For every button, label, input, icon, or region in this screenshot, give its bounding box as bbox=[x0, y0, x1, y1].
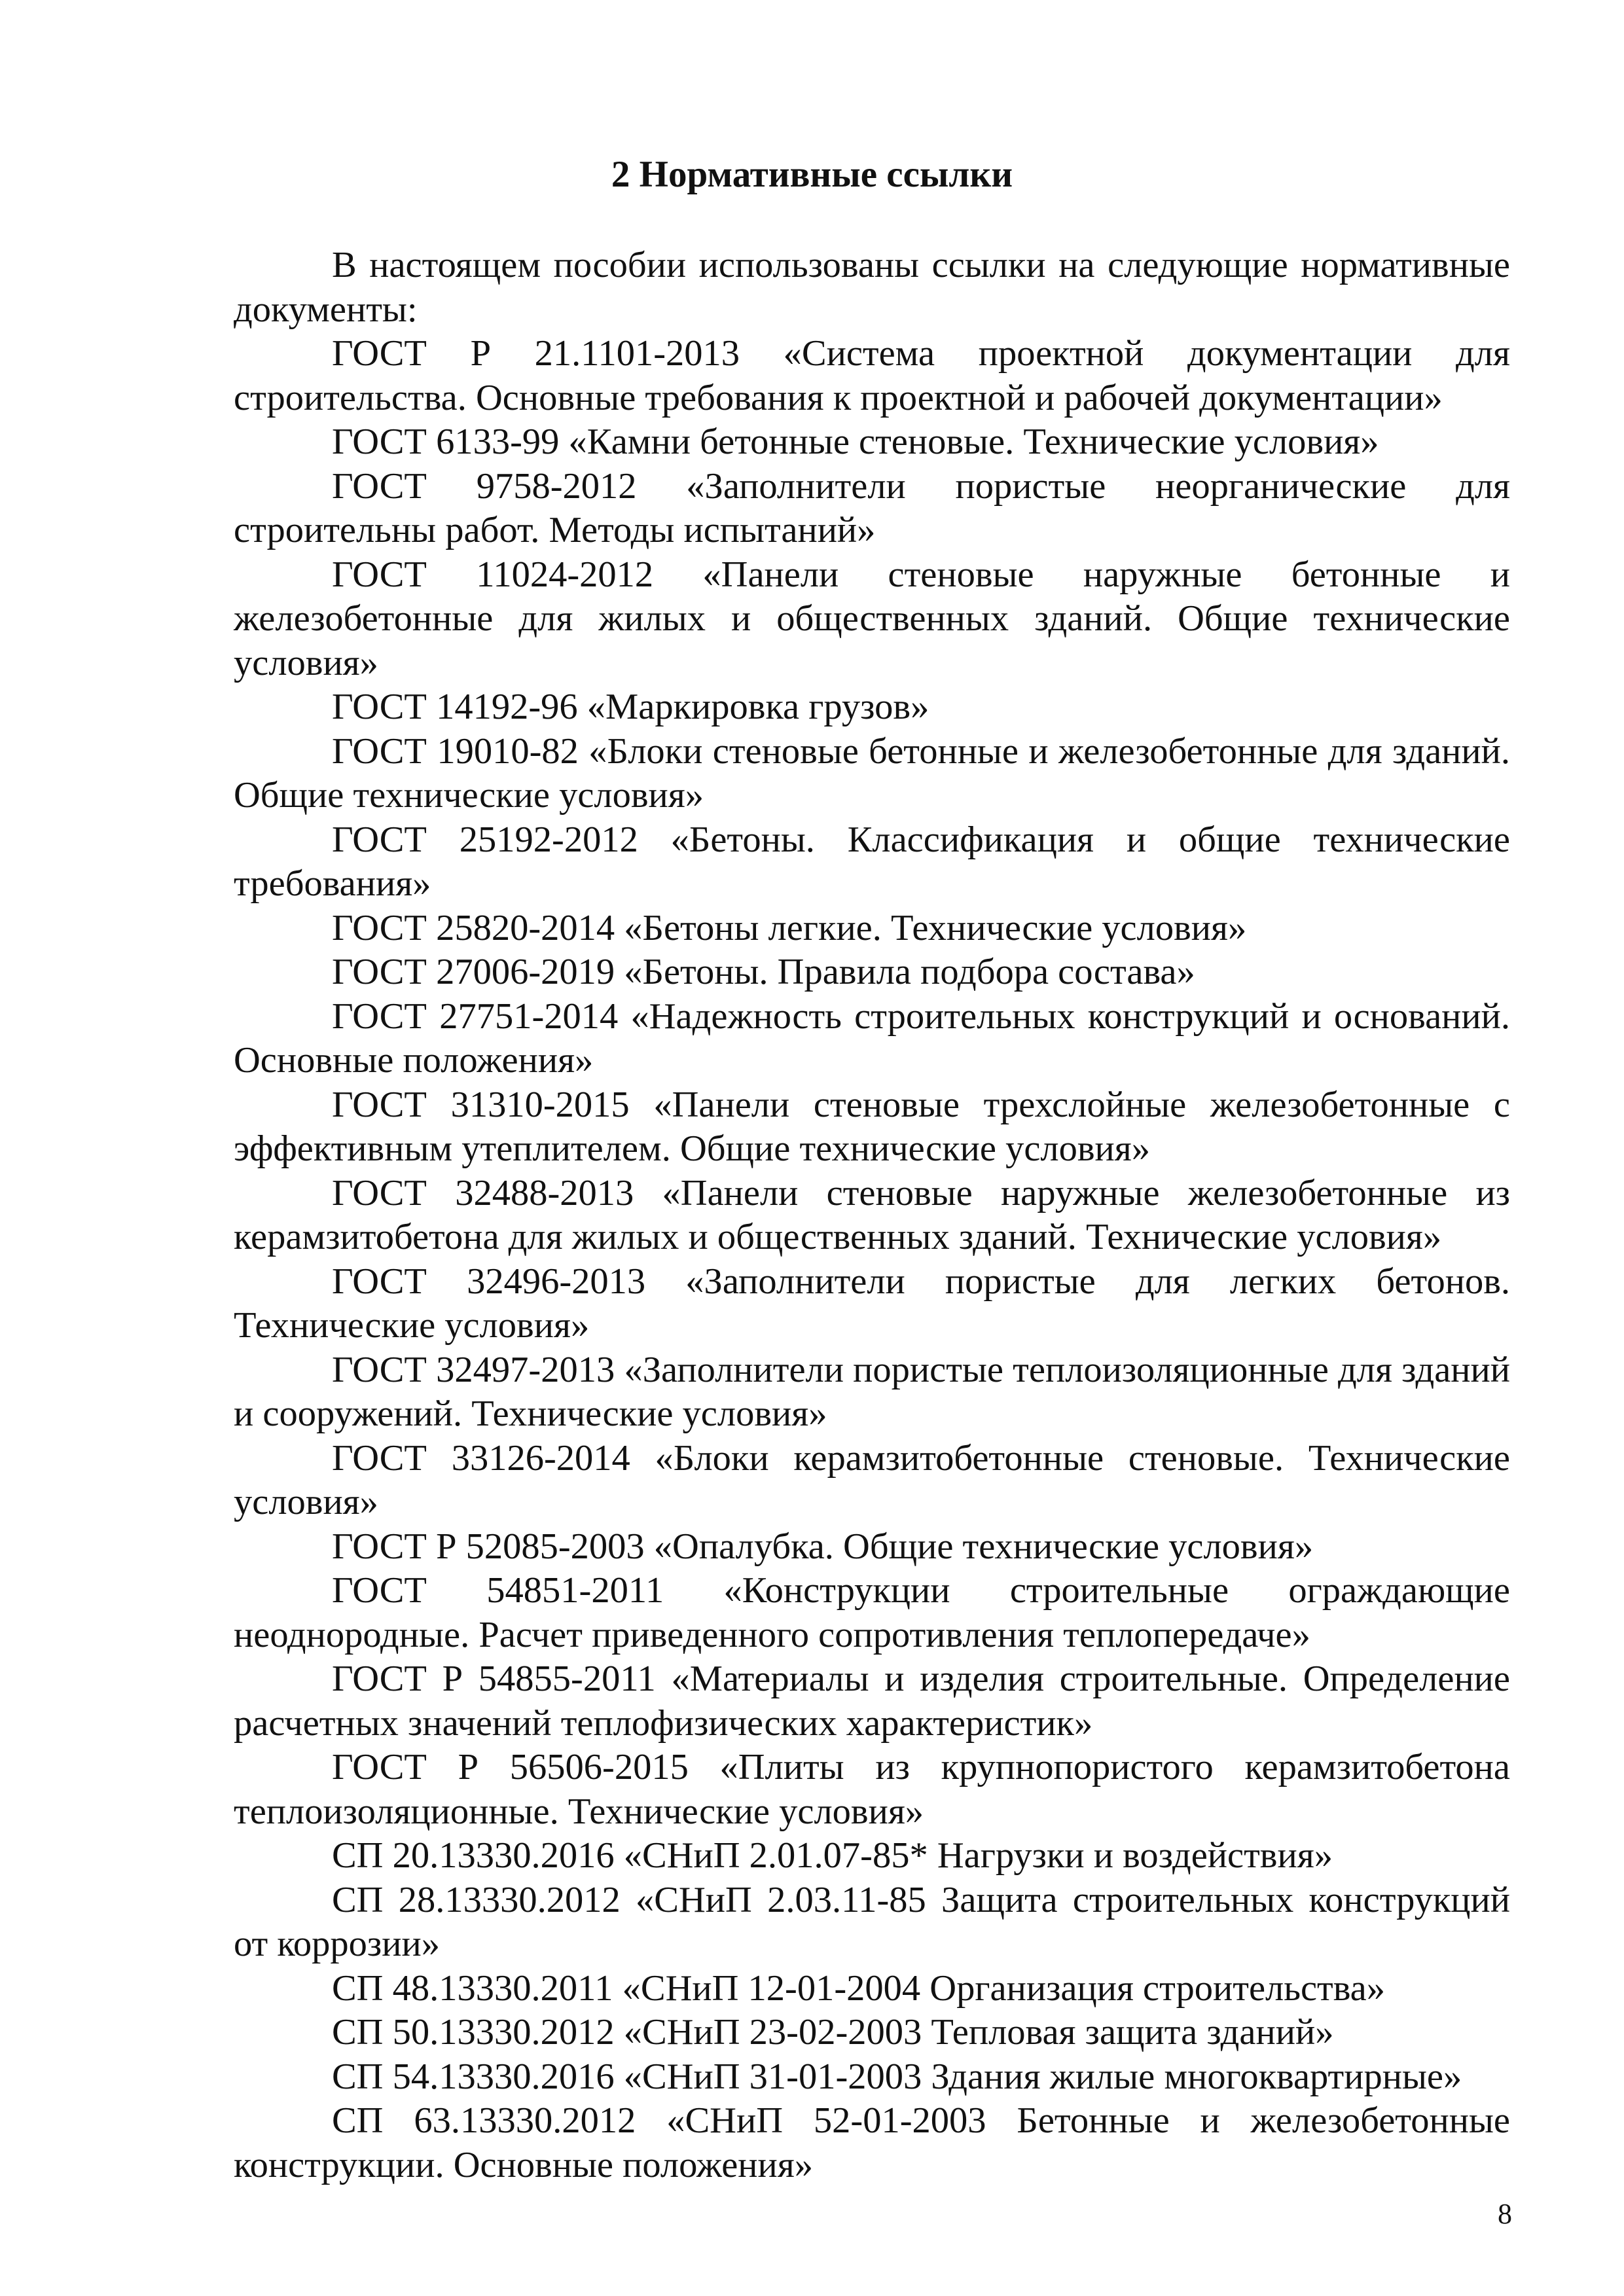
section-heading: 2 Нормативные ссылки bbox=[611, 154, 1013, 195]
reference-item: СП 50.13330.2012 «СНиП 23-02-2003 Тепловая защита зданий» bbox=[332, 2012, 1334, 2053]
reference-item: ГОСТ 19010-82 «Блоки стеновые бетонные и железобетонные для зданий. Общие технические условия» bbox=[234, 730, 1510, 816]
intro-paragraph: В настоящем пособии использованы ссылки на следующие нормативные документы: bbox=[234, 245, 1510, 330]
reference-item: ГОСТ Р 54855-2011 «Материалы и изделия строительные. Определение расчетных значений теплофизических характеристик» bbox=[234, 1659, 1510, 1744]
reference-item: ГОСТ 27006-2019 «Бетоны. Правила подбора состава» bbox=[332, 952, 1195, 992]
reference-item: СП 63.13330.2012 «СНиП 52-01-2003 Бетонные и железобетонные конструкции. Основные положения» bbox=[234, 2100, 1510, 2185]
reference-item: ГОСТ 32488-2013 «Панели стеновые наружные железобетонные из керамзитобетона для жилых и общественных зданий. Технические условия» bbox=[234, 1172, 1510, 1257]
reference-item: ГОСТ 32496-2013 «Заполнители пористые для легких бетонов. Технические условия» bbox=[234, 1261, 1510, 1346]
reference-item: СП 54.13330.2016 «СНиП 31-01-2003 Здания жилые многоквартирные» bbox=[332, 2056, 1462, 2097]
reference-item: ГОСТ 6133-99 «Камни бетонные стеновые. Технические условия» bbox=[332, 422, 1379, 462]
reference-item: ГОСТ 31310-2015 «Панели стеновые трехслойные железобетонные с эффективным утеплителем. Общие технические условия» bbox=[234, 1084, 1510, 1169]
reference-item: ГОСТ 14192-96 «Маркировка грузов» bbox=[332, 687, 929, 727]
references-list bbox=[234, 243, 1510, 2187]
reference-item: ГОСТ 9758-2012 «Заполнители пористые неорганические для строительны работ. Методы испытаний» bbox=[234, 465, 1510, 550]
reference-item: ГОСТ 33126-2014 «Блоки керамзитобетонные стеновые. Технические условия» bbox=[234, 1437, 1510, 1522]
reference-item: ГОСТ Р 56506-2015 «Плиты из крупнопористого керамзитобетона теплоизоляционные. Технические условия» bbox=[234, 1747, 1510, 1832]
reference-item: СП 28.13330.2012 «СНиП 2.03.11-85 Защита строительных конструкций от коррозии» bbox=[234, 1879, 1510, 1964]
reference-item: ГОСТ Р 21.1101-2013 «Система проектной документации для строительства. Основные требования к проектной и рабочей документации» bbox=[234, 333, 1510, 418]
reference-item: СП 48.13330.2011 «СНиП 12-01-2004 Организация строительства» bbox=[332, 1967, 1386, 2009]
reference-item: ГОСТ 11024-2012 «Панели стеновые наружные бетонные и железобетонные для жилых и общественных зданий. Общие технические условия» bbox=[234, 554, 1510, 683]
reference-item: ГОСТ 25820-2014 «Бетоны легкие. Технические условия» bbox=[332, 907, 1247, 948]
reference-item: ГОСТ 25192-2012 «Бетоны. Классификация и общие технические требования» bbox=[234, 819, 1510, 904]
page-number: 8 bbox=[1498, 2198, 1512, 2230]
reference-item: ГОСТ Р 52085-2003 «Опалубка. Общие технические условия» bbox=[332, 1526, 1314, 1567]
reference-item: ГОСТ 54851-2011 «Конструкции строительные ограждающие неоднородные. Расчет приведенного сопротивления теплопередаче» bbox=[234, 1570, 1510, 1655]
reference-item: СП 20.13330.2016 «СНиП 2.01.07-85* Нагрузки и воздействия» bbox=[332, 1835, 1333, 1876]
reference-item: ГОСТ 32497-2013 «Заполнители пористые теплоизоляционные для зданий и сооружений. Технические условия» bbox=[234, 1349, 1510, 1434]
reference-item: ГОСТ 27751-2014 «Надежность строительных конструкций и оснований. Основные положения» bbox=[234, 996, 1510, 1081]
